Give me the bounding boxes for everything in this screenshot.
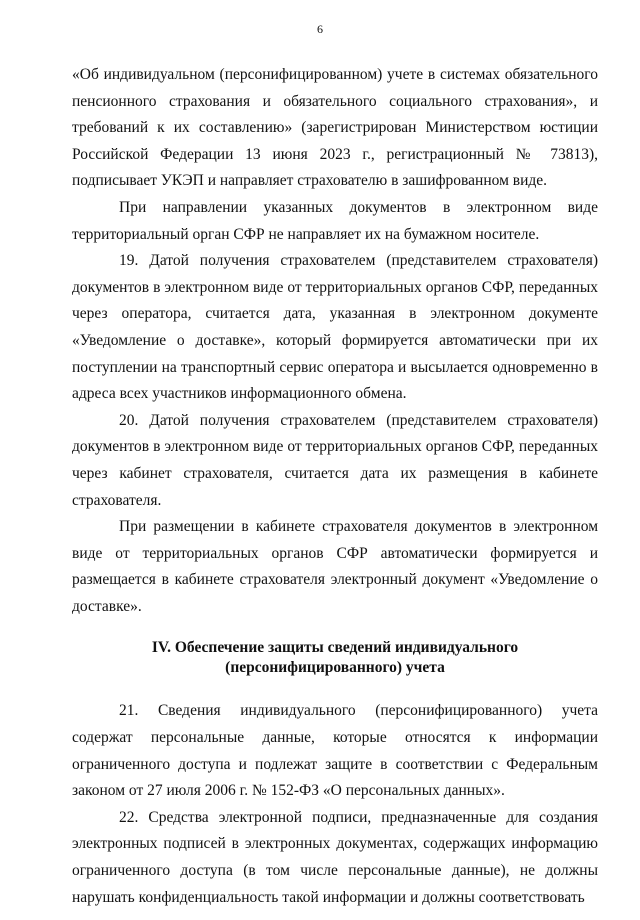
paragraph-20: 20. Датой получения страхователем (представителем страхователя) документов в электронном виде от территориальных органов СФР, переданных через кабинет страхователя, считается дата их размещения в кабинете страхователя. (72, 411, 598, 509)
paragraph-21: 21. Сведения индивидуального (персонифицированного) учета содержат персональные данные, которые относятся к информации ограниченного доступа и подлежат защите в соответствии с Федеральным законом от 27 июля 2006 г. № 152-ФЗ «О персональных данных». (72, 702, 598, 800)
paragraph-continuation: «Об индивидуальном (персонифицированном) учете в системах обязательного пенсионного страхования и обязательного социального страхования», и требований к их составлению» (зарегистрирован Министерством юстиции Российской Федерации 13 июня 2023 г., регистрационный № 73813), подписывает УКЭП и направляет страхователю в зашифрованном виде. (72, 66, 598, 190)
section-heading (72, 620, 598, 698)
document-body (72, 62, 598, 911)
page-number: 6 (317, 22, 323, 36)
paragraph-22: 22. Средства электронной подписи, предназначенные для создания электронных подписей в электронных документах, содержащих информацию ограниченного доступа (в том числе персональные данные), не должны нарушать конфиденциальность такой информации и должны соответствовать (72, 808, 598, 906)
paragraph-cabinet-notice: При размещении в кабинете страхователя документов в электронном виде от территориальных органов СФР автоматически формируется и размещается в кабинете страхователя электронный документ «Уведомление о доставке». (72, 518, 598, 615)
paragraph-paper-copy-note: При направлении указанных документов в электронном виде территориальный орган СФР не направляет их на бумажном носителе. (72, 198, 598, 243)
section-heading-line-2: (персонифицированного) учета (225, 659, 445, 677)
paragraph-19: 19. Датой получения страхователем (представителем страхователя) документов в электронном виде от территориальных органов СФР, переданных через оператора, считается дата, указанная в электронном документе «Уведомление о доставке», который формируется автоматически при их поступлении на транспортный сервис оператора и высылается одновременно в адреса всех участников информационного обмена. (72, 252, 598, 403)
section-heading-line-1: IV. Обеспечение защиты сведений индивидуального (151, 639, 519, 657)
